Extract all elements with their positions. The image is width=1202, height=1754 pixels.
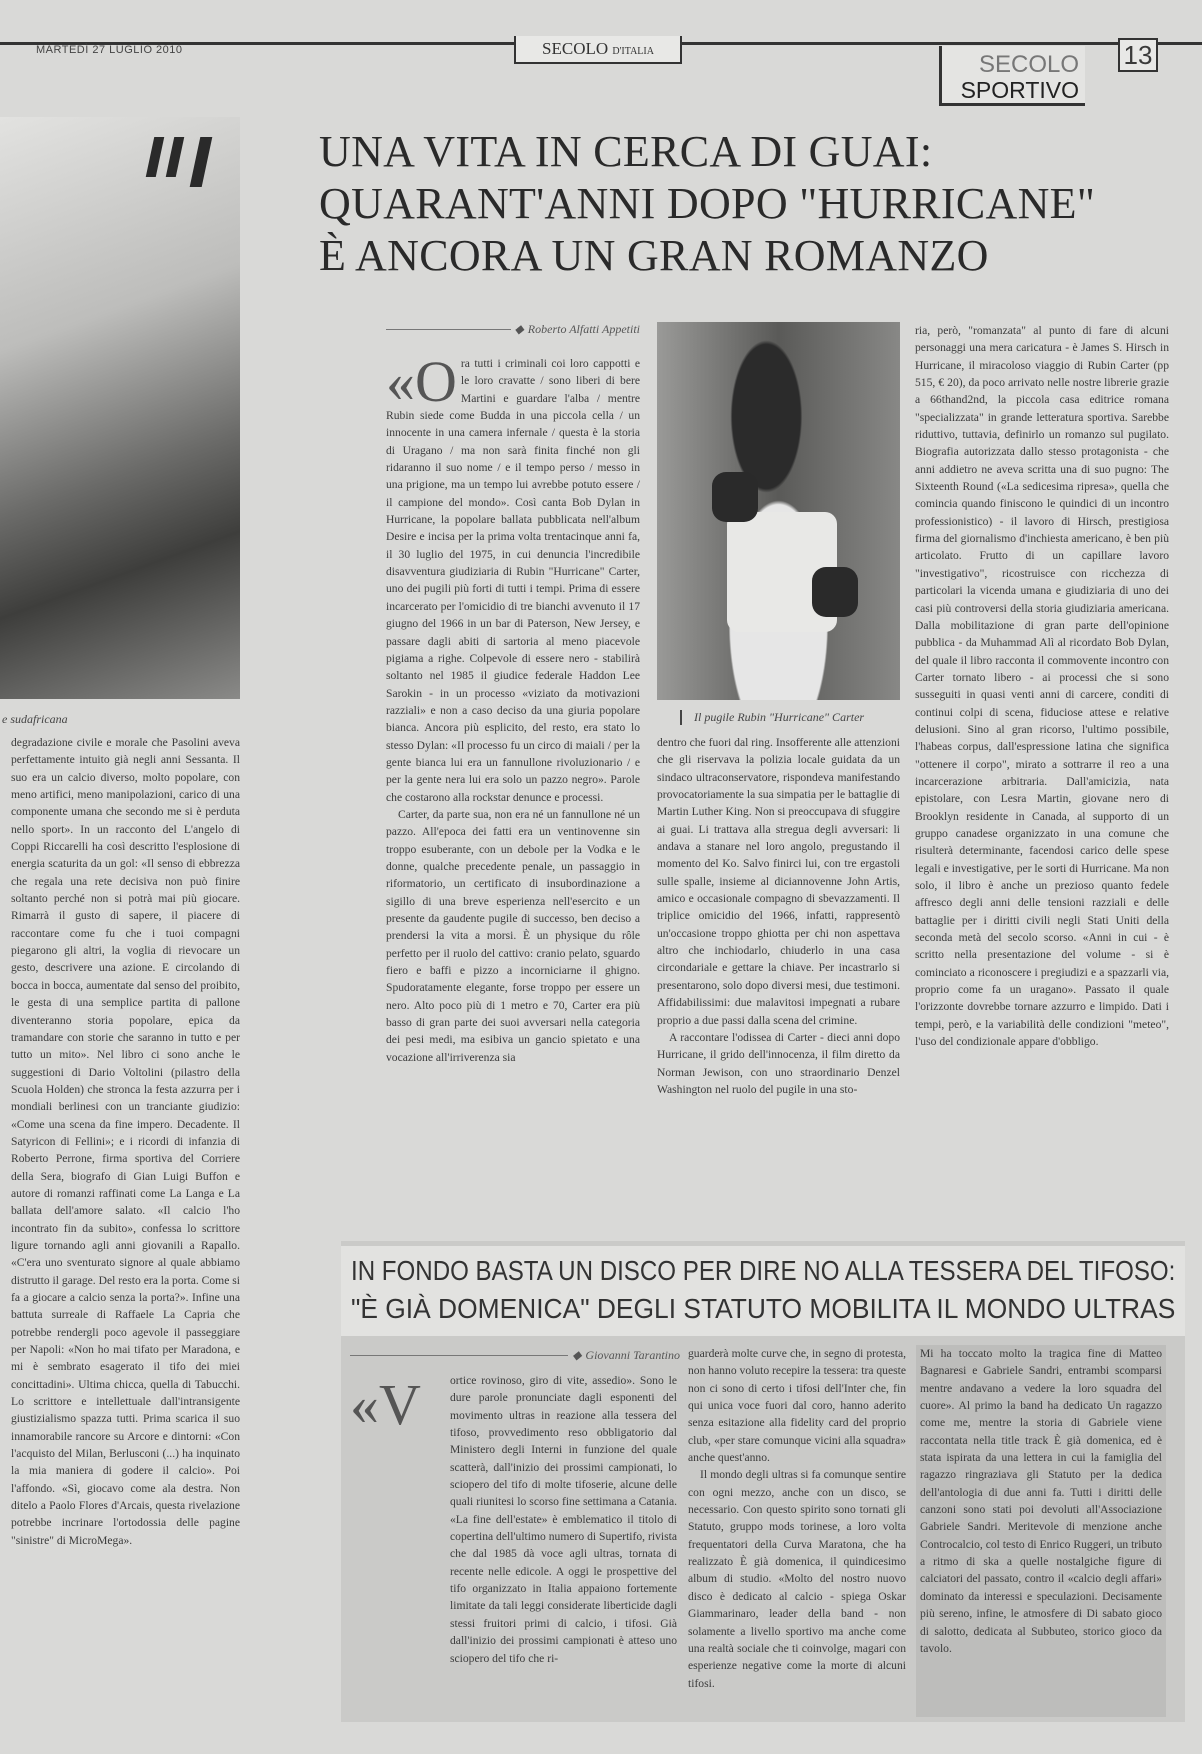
paragraph: ria, però, "romanzata" al punto di fare di alcuni personaggi una mera caricatura - è James S. Hirsch in Hurricane, il miracoloso viaggio di Rubin Carter (pp 515, € 20), da poco arrivato nelle nostre librerie grazie a 66thand2nd, la piccola casa editrice romana "specializzata" in grande letteratura sportiva. Sarebbe riduttivo, tuttavia, definirlo un romanzo sul pugilato. Biografia autorizzata dallo stesso protagonista - che anni addietro ne aveva scritta una di suo pugno: The Sixteenth Round («La sedicesima ripresa», quella che comincia quando finiscono le quindici di un incontro professionistico) - il lavoro di Hirsch, prestigiosa firma del giornalismo d'inchiesta americano, è ben più articolato. Frutto di un capillare lavoro "investigativo", ricostruisce con ricchezza di particolari la vicenda umana e giudiziaria di uno dei casi più controversi della storia giudiziaria americana. Dalla mobilitazione di gran parte dell'opinione pubblica - da Muhammad Alì al ricordato Bob Dylan, del quale il libro racconta il commovente incontro con Carter tornato libero - ai processi che si sono susseguiti in quasi venti anni di carcere, conditi di continui colpi di scena, fiduciose attese e relative delusioni. Sino al gran ricorso, l'ultimo possibile, l'habeas corpus, dall'espressione latina che significa "ottenere il corpo", mirato a sottrarre il reo a una incarcerazione arbitraria. Dall'amicizia, nata epistolare, con Lesra Martin, giovane nero di Brooklyn residente in Canada, al supporto di un gruppo canadese organizzato in una comune che risulterà determinante, facendosi carico delle spese legali e investigative, per le sorti di Hurricane. Ma non solo, il libro è anche un prezioso quanto fedele affresco degli anni delle tensioni razziali e delle battaglie per i diritti civili negli Stati Uniti della seconda metà del secolo scorso. «Anni in cui - è scritto nella presentazione del volume - si è cominciato a riconoscere i pregiudizi e a spazzarli via, proprio come fa un uragano». Passato il quale l'orizzonte dovrebbe tornare azzurro e limpido. Dati i tempi, però, e la variabilità delle condizioni "meteo", l'uso del condizionale appare d'obbligo.	[915, 324, 1169, 1049]
masthead	[514, 36, 682, 64]
dropcap: «O	[386, 355, 457, 414]
photo-caption: Il pugile Rubin "Hurricane" Carter	[680, 710, 864, 725]
headline-line: QUARANT'ANNI DOPO "HURRICANE"	[319, 179, 1096, 228]
headline-line: "È GIÀ DOMENICA" DEGLI STATUTO MOBILITA IL MONDO ULTRAS	[351, 1293, 1176, 1324]
main-byline: ◆ Roberto Alfatti Appetiti	[386, 322, 640, 337]
paragraph: degradazione civile e morale che Pasolini aveva perfettamente intuito già negli anni Sessanta. Il suo era un calcio diverso, molto popolare, con meno artifici, meno manipolazioni, carico di una componente umana che secondo me si è perduta nello sport». In un racconto del L'angelo di Coppi Riccarelli ha così descritto l'esplosione di energia scaturita da un gol: «Il senso di ebbrezza che regala una rete decisiva non può finire soltanto perché non si potrà mai più giocare. Rimarrà il gusto di sapere, il piacere di raccontare come fu che i tuoi compagni piegarono gli altri, la voglia di rievocare un gesto, descrivere una azione. E circolando di bocca in bocca, aumentate dal senso del proibito, le gesta di una semplice partita di pallone diventeranno storia popolare, epica da tramandare con storie che saranno in tutto e per tutto un mito». Nel libro ci sono anche le suggestioni di Dario Voltolini (pilastro della Scuola Holden) che stronca la festa azzurra per i mondiali berlinesi con un tranciante giudizio: «Come una scena da fine impero. Decadente. Il Satyricon di Fellini»; e i ricordi di infanzia di Roberto Perrone, firma sportiva del Corriere della Sera, biografo di Gian Luigi Buffon e autore di romanzi raffinati come La Langa e La ballata dell'amore salato. «Il calcio l'ho incontrato fin da subito», confessa lo scrittore ligure tornando agli anni giovanili a Rapallo. «C'era uno sventurato signore al quale abbiamo distrutto il garage. Del resto era la porta. Come si fa a giocare a calcio senza la porta?». Infine una battuta surreale di Raffaele La Capria che potrebbe rendergli poco agevole il passeggiare per Napoli: «Non ho mai tifato per Maradona, e mi è sembrato esagerato il tifo dei miei concittadini». Ultima chicca, quella di Tabucchi. Lo scrittore e intellettuale dall'intransigente giustizialismo spazza tutti. Prima scarica il suo innamorabile rancore su Arcore e dintorni: «Con l'acquisto del Milan, Berlusconi (...) ha inquinato la mia maniera di godere il calcio». Poi l'affondo. «Sì, giocavo come ala destra. Non ditelo a Paolo Flores d'Arcais, questa rivelazione potrebbe incrinare l'ortodossia delle pagine "sinistre" di MicroMega».	[11, 736, 240, 1547]
section-line2: SPORTIVO	[960, 77, 1079, 103]
author-name: Roberto Alfatti Appetiti	[527, 322, 640, 336]
paragraph: Mi ha toccato molto la tragica fine di Matteo Bagnaresi e Gabriele Sandri, entrambi scomparsi mentre andavano a vedere la loro squadra del cuore». Al primo la band ha dedicato Un ragazzo come me, mentre la storia di Gabriele viene raccontata nella title track È già domenica, ed è stata ispirata da una lettera in cui la famiglia del ragazzo ringraziava gli Statuto per la dedica dell'antologia di due anni fa. Tutti i diritti delle canzoni sono stati poi devoluti all'Associazione Gabriele Sandri. Meritevole di menzione anche Controcalcio, col testo di Enrico Ruggeri, un tributo a ritmo di ska a quelle nostalgiche figure di calciatori del passato, contro il «calcio degli affari» dominato da interessi e speculazioni. Decisamente più sereno, infine, le atmosfere di Di sabato gioco di salotto, dedicata al Subbuteo, storico gioco da tavolo.	[920, 1347, 1162, 1655]
main-column-1	[386, 355, 640, 1221]
bottom-column-3	[916, 1345, 1166, 1717]
left-article-column	[11, 734, 240, 1714]
masthead-subtitle: D'ITALIA	[612, 46, 654, 57]
paragraph: guarderà molte curve che, in segno di protesta, non hanno voluto recepire la tessera: tra queste non ci sono di certo i tifosi dell'Inter che, fin qui unica voce fuori dal coro, hanno aderito senza esitazione alla fidelity card del proprio club, «per stare comunque vicini alla squadra» anche quest'anno.	[688, 1347, 906, 1465]
headline-line: IN FONDO BASTA UN DISCO PER DIRE NO ALLA TESSERA DEL TIFOSO:	[351, 1255, 1176, 1286]
main-column-2	[657, 734, 900, 1222]
section-label	[939, 46, 1085, 106]
bottom-byline: ◆ Giovanni Tarantino	[350, 1348, 680, 1363]
dropcap: «V	[350, 1372, 421, 1437]
main-headline	[319, 126, 1149, 282]
left-photo-caption: e sudafricana	[2, 712, 68, 726]
author-name: Giovanni Tarantino	[585, 1348, 680, 1362]
paragraph: ortice rovinoso, giro di vite, assedio». Sono le dure parole pronunciate dagli esponenti del movimento ultras in reazione alla tessera del tifoso, provvedimento reso obbligatorio dal Ministero degli Interni in funzione del quale scatterà, dall'inizio dei prossimi campionati, lo sciopero del tifo di molte tifoserie, alcune delle quali riunitesi lo scorso fine settimana a Catania. «La fine dell'estate» è emblematico il titolo di copertina dell'ultimo numero di Supertifo, rivista che dal 1985 dà voce agli ultras, tornata di recente nelle edicole. A oggi le prospettive del tifo organizzato in Italia appaiono fortemente limitate da tali leggi considerate liberticide dagli stessi fruitori primi di calcio, i tifosi. Già dall'inizio dei prossimi campionati è atteso uno sciopero del tifo che ri-	[450, 1374, 677, 1665]
paragraph: A raccontare l'odissea di Carter - dieci anni dopo Hurricane, il grido dell'innocenza, il film diretto da Norman Jewison, con uno straordinario Denzel Washington nel ruolo del pugile in una sto-	[657, 1030, 900, 1096]
issue-date: MARTEDÌ 27 LUGLIO 2010	[36, 44, 183, 56]
paragraph: ra tutti i criminali coi loro cappotti e le loro cravatte / sono liberi di bere Martini e guardare l'alba / mentre Rubin siede come Budda in una piccola cella / un innocente in una camera infernale / questa è la storia di Uragano / ma non sarà finita finché non gli ridaranno il suo nome / e il tempo perso / messo in una prigione, ma un tempo lui avrebbe potuto essere / il campione del mondo». Così canta Bob Dylan in Hurricane, la popolare ballata pubblicata nell'album Desire e incisa per la prima volta trentacinque anni fa, il 30 luglio del 1975, in cui denuncia l'incredibile disavventura giudiziaria di Rubin "Hurricane" Carter, uno dei pugili più forti di tutti i tempi. Prima di essere incarcerato per l'omicidio di tre bianchi avvenuto il 17 giugno del 1966 in un bar di Paterson, New Jersey, e passare dagli abiti di sartoria al meno piacevole pigiama a righe. Colpevole di essere nero - stabilirà soltanto nel 1985 il giudice federale Haddon Lee Sarokin - in un processo «viziato da motivazioni razziali» e non a caso deciso da una giuria popolare bianca. Ancora più esplicito, del resto, era stato lo stesso Dylan: «Il processo fu un circo di maiali / per la gente bianca lui era un fannullone rivoluzionario / e per la gente nera lui era solo un pazzo negro». Parole che costarono alla rockstar denunce e processi.	[386, 357, 640, 804]
paragraph: Carter, da parte sua, non era né un fannullone né un pazzo. All'epoca dei fatti era un ventinovenne sin troppo esuberante, con un debole per la Vodka e le donne, qualche precedente penale, un passaggio in riformatorio, un certificato di insubordinazione a sigillo di una breve esperienza nell'esercito e un presente da gaudente pugile di successo, ben deciso a prendersi la vita a morsi. È un physique du rôle perfetto per il ruolo del cattivo: cranio pelato, sguardo fiero e baffi e pizzo a incorniciarne il ghigno. Spudoratamente elegante, forse troppo per essere un nero. Alto poco più di 1 metro e 70, Carter era più basso di gran parte dei suoi avversari nella categoria dei pesi medi, ma esibiva un gancio spietato e una vocazione all'irriverenza sia	[386, 807, 640, 1064]
headline-line: È ANCORA UN GRAN ROMANZO	[319, 231, 989, 280]
main-column-3	[915, 322, 1169, 1222]
page-number: 13	[1118, 38, 1158, 72]
masthead-title: SECOLO	[542, 39, 609, 58]
paragraph: dentro che fuori dal ring. Insofferente alle attenzioni che gli riservava la polizia locale guidata da un sindaco ultraconservatore, rispondeva manifestando provocatoriamente la sua simpatia per le battaglie di Martin Luther King. Non si preoccupava di sfuggire ai guai. Li trattava alla stregua degli avversari: li andava a stanare nel loro angolo, pregustando il momento del Ko. Salvo finirci lui, con tre ergastoli sulle spalle, insieme al diciannovenne John Artis, amico e occasionale compagno di sbevazzamenti. Il triplice omicidio del 1966, infatti, rappresentò un'occasione troppo ghiotta per chi non aspettava altro che inchiodarlo, chiuderlo in una casa circondariale e gettare la chiave. Per incastrarlo si presentarono, solo dopo diversi mesi, due testimoni. Affidabilissimi: due malavitosi impegnati a rubare proprio a due passi dalla scena del crimine.	[657, 736, 900, 1027]
headline-line: UNA VITA IN CERCA DI GUAI:	[319, 127, 933, 176]
bottom-column-1	[450, 1372, 677, 1717]
bottom-headline	[341, 1246, 1185, 1336]
boxer-photo	[657, 322, 900, 700]
section-line1: SECOLO	[978, 51, 1079, 78]
paragraph: Il mondo degli ultras si fa comunque sentire con ogni mezzo, anche con un disco, se necessario. Con questo spirito sono tornati gli Statuto, gruppo mods torinese, a loro volta frequentatori della Curva Maratona, che ha realizzato È già domenica, il quindicesimo album di studio. «Molto del nostro nuovo disco è dedicato al calcio - spiega Oskar Giammarinaro, leader della band - non solamente a livello sportivo ma anche come una realtà sociale che ti coinvolge, magari con esperienze negative come la morte di alcuni tifosi.	[688, 1468, 906, 1690]
left-photo	[0, 117, 240, 699]
bottom-column-2	[688, 1345, 906, 1717]
